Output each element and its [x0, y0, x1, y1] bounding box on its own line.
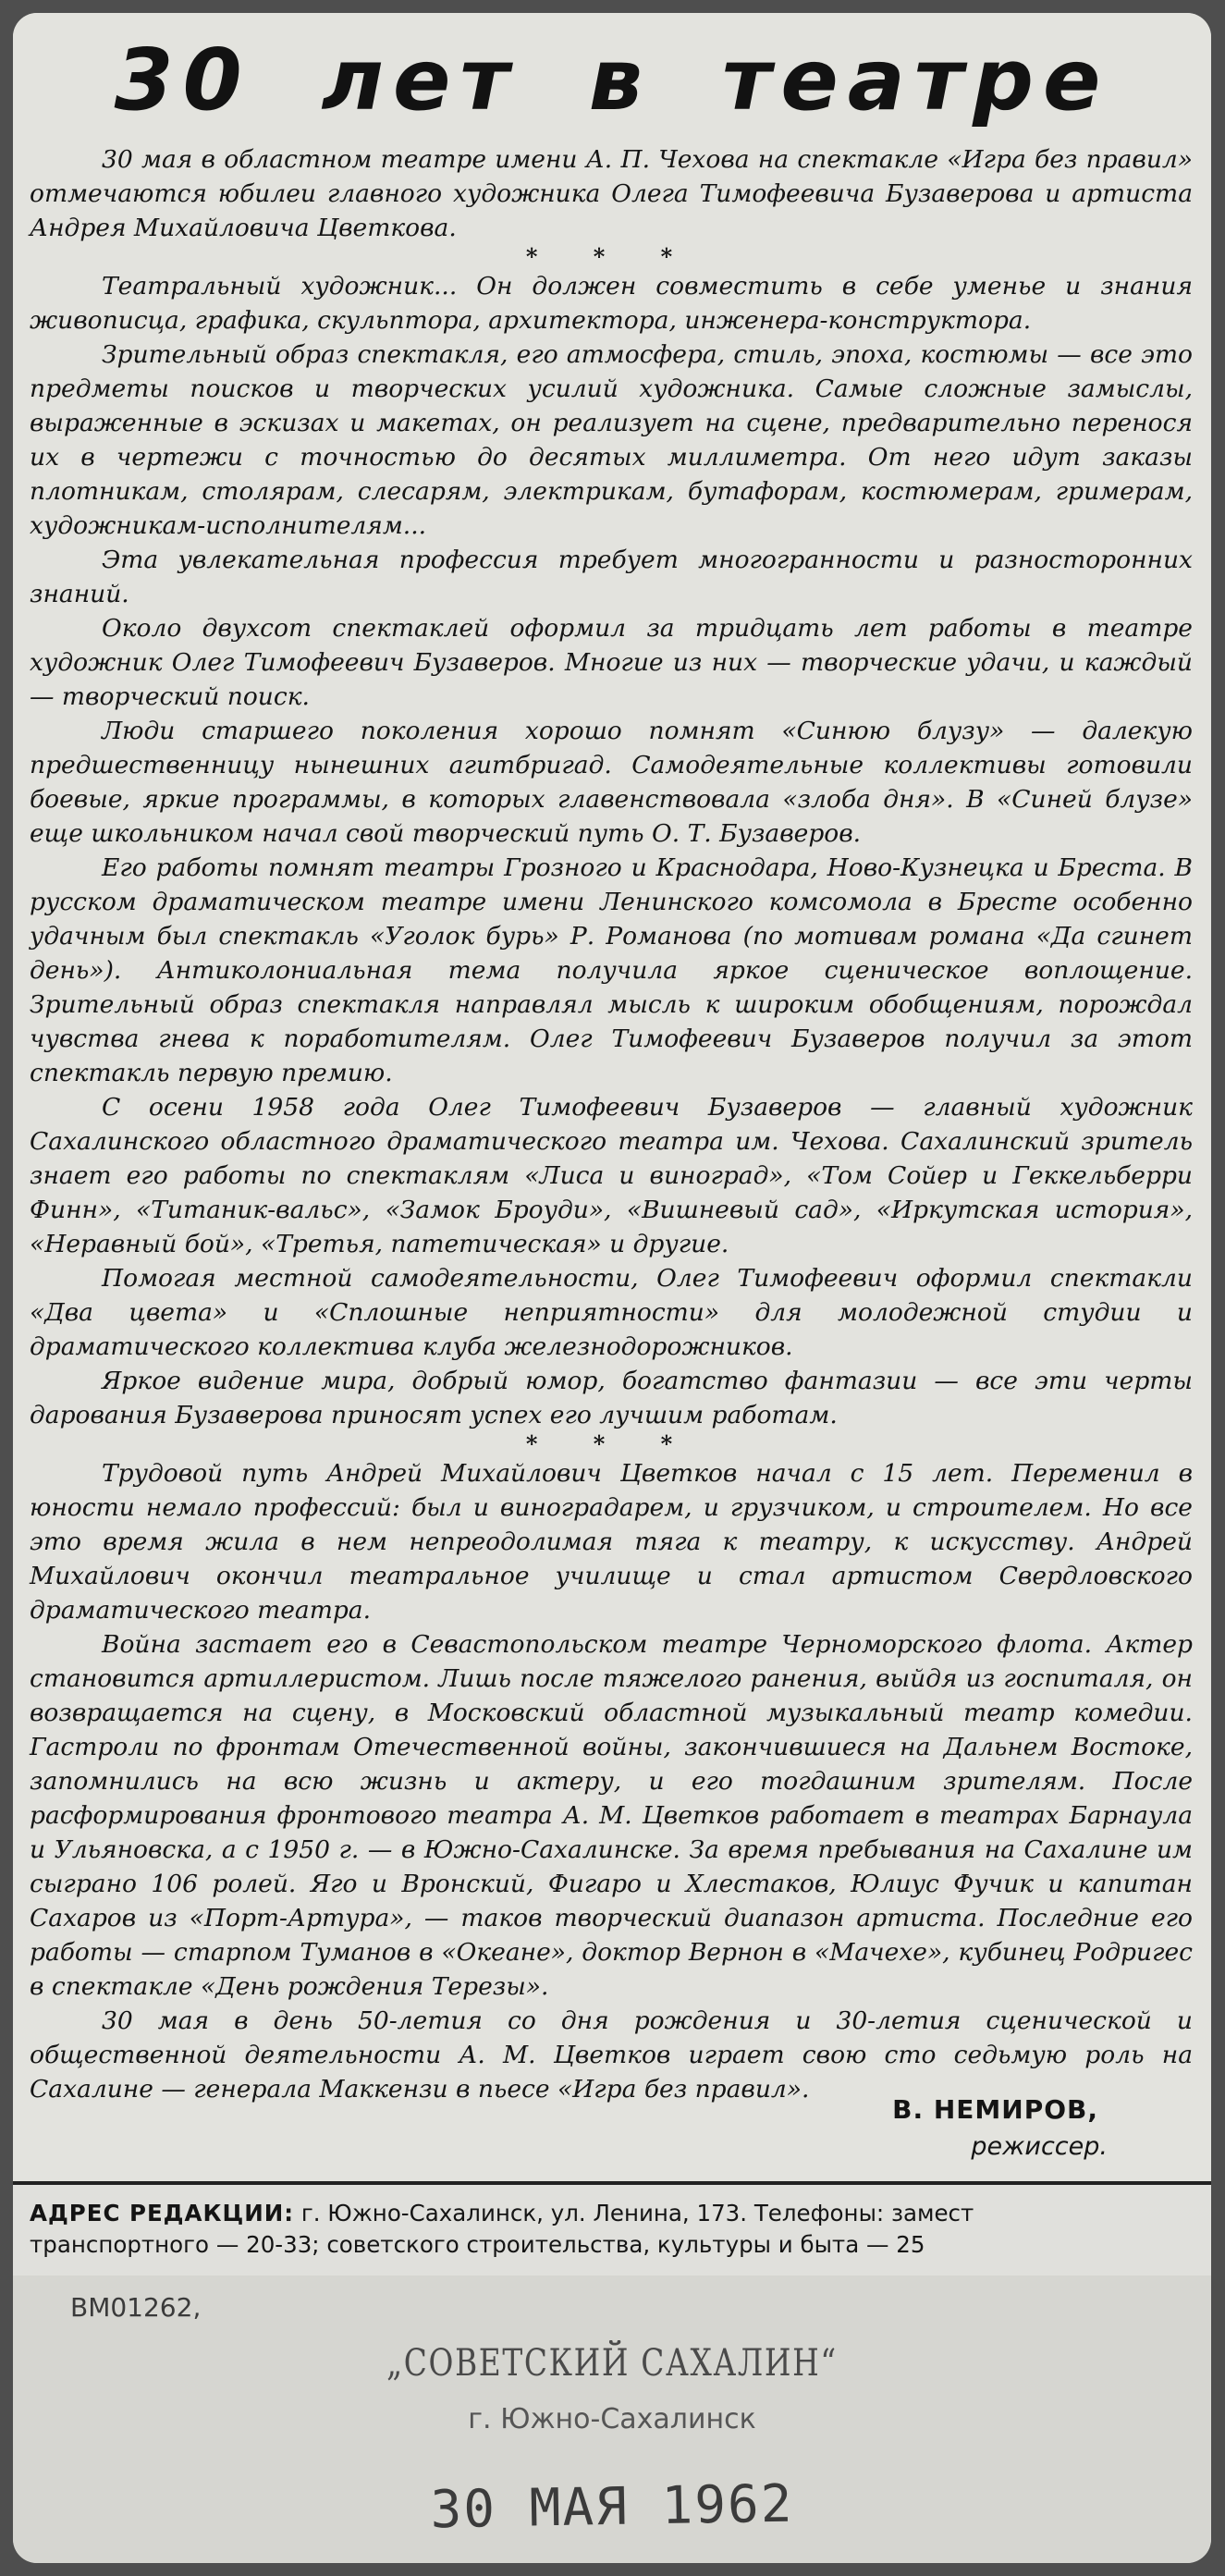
author-signature: [892, 2091, 1108, 2165]
section-separator: * * *: [525, 243, 697, 270]
article-paragraph: Театральный художник... Он должен совместить в себе уменье и знания живописца, графика, скульптора, архитектора, инженера-конструктора.: [30, 272, 1193, 335]
article-paragraph: Яркое видение мира, добрый юмор, богатство фантазии — все эти черты дарования Бузаверова приносят успех его лучшим работам.: [30, 1367, 1193, 1429]
archive-code: ВМ01262,: [70, 2292, 202, 2323]
article-paragraph: С осени 1958 года Олег Тимофеевич Бузаверов — главный художник Сахалинского областного драматического театра им. Чехова. Сахалинский зритель знает его работы по спектаклям «Лиса и виноград», «Том Сойер и Геккельберри Финн», «Титаник-вальс», «Замок Броуди», «Вишневый сад», «Иркутская история», «Неравный бой», «Третья, патетическая» и другие.: [30, 1093, 1193, 1258]
article-paragraph: Война застает его в Севастопольском театре Черноморского флота. Актер становится артиллеристом. Лишь после тяжелого ранения, выйдя из госпиталя, он возвращается на сцену, в Московский областной музыкальный театр комедии. Гастроли по фронтам Отечественной войны, закончившиеся на Дальнем Востоке, запомнились на всю жизнь и актеру, и его тогдашним зрителям. После расформирования фронтового театра А. М. Цветков работает в театрах Барнаула и Ульяновска, а с 1950 г. — в Южно-Сахалинске. За время пребывания на Сахалине им сыграно 106 ролей. Яго и Вронский, Фигаро и Хлестаков, Юлиус Фучик и капитан Сахаров из «Порт-Артура», — таков творческий диапазон артиста. Последние его работы — старпом Туманов в «Океане», доктор Вернон в «Мачехе», кубинец Родригес в спектакле «День рождения Терезы».: [30, 1630, 1193, 2001]
date-stamp: 30 МАЯ 1962: [430, 2473, 794, 2541]
article: [13, 13, 1211, 2181]
article-paragraph: Люди старшего поколения хорошо помнят «Синюю блузу» — далекую предшественницу нынешних агитбригад. Самодеятельные коллективы готовили боевые, яркие программы, в которых главенствовала «злоба дня». В «Синей блузе» еще школьником начал свой творческий путь О. Т. Бузаверов.: [30, 717, 1193, 848]
newspaper-name-stamp: „СОВЕТСКИЙ САХАЛИН“: [386, 2342, 838, 2385]
article-paragraph: Трудовой путь Андрей Михайлович Цветков начал с 15 лет. Переменил в юности немало профессий: был и виноградарем, и грузчиком, и строителем. Но все это время жила в нем непреодолимая тяга к театру, к искусству. Андрей Михайлович окончил театральное училище и стал артистом Свердловского драматического театра.: [30, 1459, 1193, 1625]
city-stamp: г. Южно-Сахалинск: [468, 2403, 756, 2435]
article-paragraph: Около двухсот спектаклей оформил за тридцать лет работы в театре художник Олег Тимофеевич Бузаверов. Многие из них — творческие удачи, и каждый — творческий поиск.: [30, 614, 1193, 711]
address-line: [13, 2198, 1211, 2229]
editorial-address: [13, 2181, 1211, 2279]
article-paragraph: Помогая местной самодеятельности, Олег Тимофеевич оформил спектакли «Два цвета» и «Сплошные неприятности» для молодежной студии и драматического коллектива клуба железнодорожников.: [30, 1264, 1193, 1361]
archive-stamp-area: [13, 2275, 1211, 2563]
intro-paragraph: 30 мая в областном театре имени А. П. Чехова на спектакле «Игра без правил» отмечаются юбилеи главного художника Олега Тимофеевича Бузаверова и артиста Андрея Михайловича Цветкова.: [30, 145, 1193, 242]
section-separator: * * *: [525, 1430, 697, 1457]
article-paragraph: 30 мая в день 50-летия со дня рождения и 30-летия сценической и общественной деятельности А. М. Цветков играет свою сто седьмую роль на Сахалине — генерала Маккензи в пьесе «Игра без правил».: [30, 2006, 1193, 2104]
address-label: АДРЕС РЕДАКЦИИ:: [30, 2200, 295, 2226]
address-text: г. Южно-Сахалинск, ул. Ленина, 173. Телефоны: замест: [300, 2200, 974, 2226]
newspaper-clipping: [13, 13, 1211, 2563]
article-paragraph: Его работы помнят театры Грозного и Краснодара, Ново-Кузнецка и Бреста. В русском драматическом театре имени Ленинского комсомола в Бресте особенно удачным был спектакль «Уголок бурь» Р. Романова (по мотивам романа «Да сгинет день»). Антиколониальная тема получила яркое сценическое воплощение. Зрительный образ спектакля направлял мысль к широким обобщениям, порождал чувства гнева к поработителям. Олег Тимофеевич Бузаверов получил за этот спектакль первую премию.: [30, 853, 1193, 1087]
article-title: 30 лет в театре: [114, 31, 1110, 129]
article-paragraph: Эта увлекательная профессия требует многогранности и разносторонних знаний.: [30, 546, 1193, 608]
author-role: режиссер.: [971, 2132, 1108, 2161]
article-body: [30, 142, 1193, 2106]
author-name: В. НЕМИРОВ,: [892, 2094, 1098, 2125]
address-line: транспортного — 20-33; советского строительства, культуры и быта — 25: [30, 2231, 925, 2258]
article-paragraph: Зрительный образ спектакля, его атмосфера, стиль, эпоха, костюмы — все это предметы поисков и творческих усилий художника. Самые сложные замыслы, выраженные в эскизах и макетах, он реализует на сцене, предварительно перенося их в чертежи с точностью до десятых миллиметра. От него идут заказы плотникам, столярам, слесарям, электрикам, бутафорам, костюмерам, гримерам, художникам-исполнителям...: [30, 340, 1193, 540]
